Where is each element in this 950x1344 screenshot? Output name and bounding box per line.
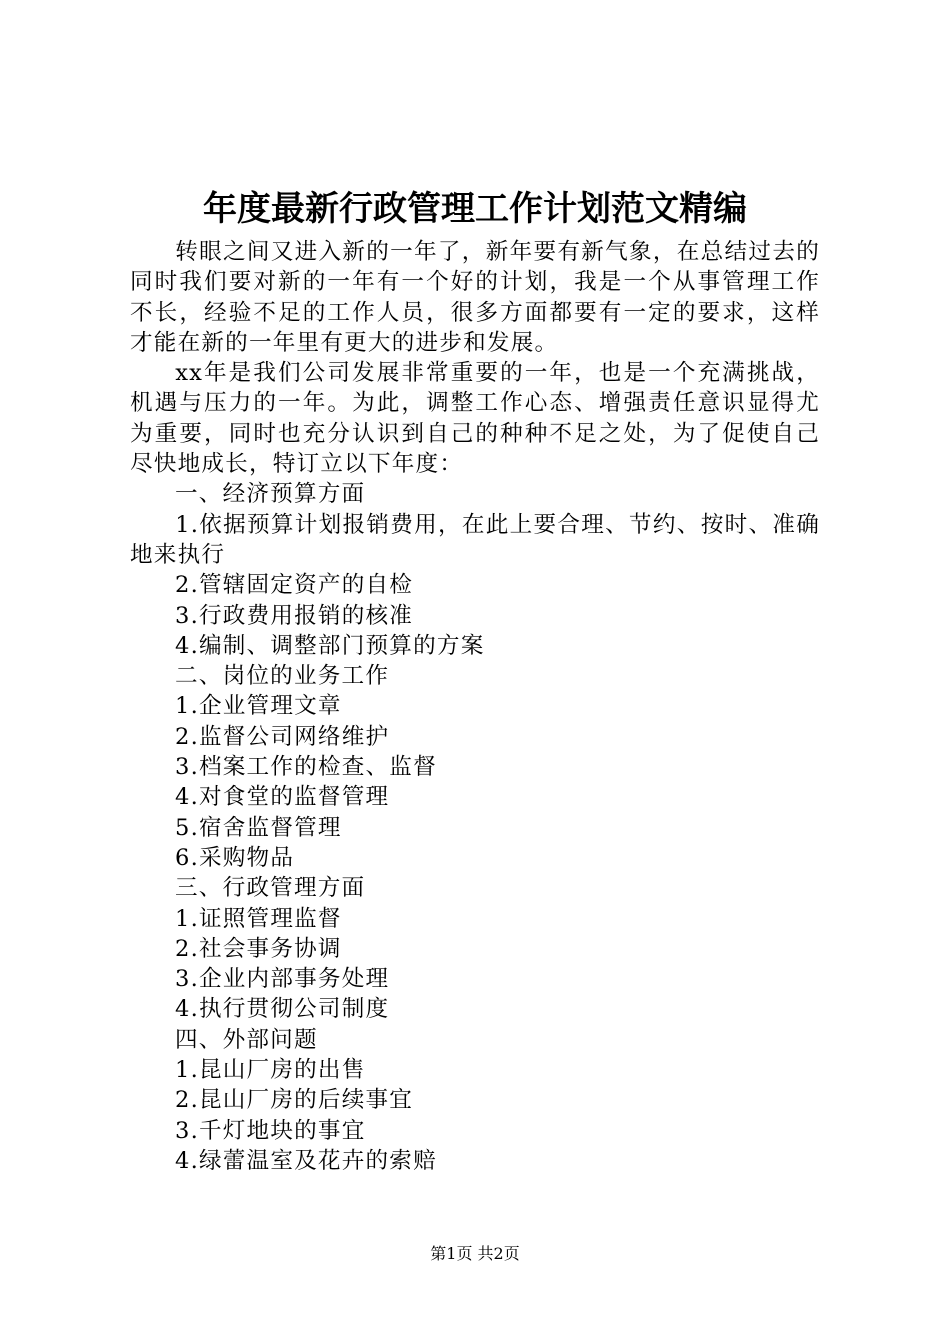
- page-footer: 第1页 共2页: [430, 1244, 520, 1263]
- list-item: 1.企业管理文章: [175, 693, 342, 720]
- list-item: 4.对食堂的监督管理: [175, 784, 390, 811]
- list-item: 5.宿舍监督管理: [175, 814, 342, 841]
- list-item: 3.行政费用报销的核准: [175, 602, 414, 629]
- document-title: 年度最新行政管理工作计划范文精编: [203, 189, 747, 229]
- list-item: 1.依据预算计划报销费用，在此上要合理、节约、按时、准确地来执行: [130, 511, 820, 568]
- intro-paragraph: 转眼之间又进入新的一年了，新年要有新气象，在总结过去的同时我们要对新的一年有一个好的计划，我是一个从事管理工作不长，经验不足的工作人员，很多方面都要有一定的要求，这样才能在新的一年里有更大的进步和发展。: [130, 239, 820, 356]
- list-item: 3.企业内部事务处理: [175, 966, 390, 993]
- list-item: 2.监督公司网络维护: [175, 723, 390, 750]
- section-heading: 四、外部问题: [175, 1026, 318, 1053]
- list-item: 4.编制、调整部门预算的方案: [175, 632, 485, 659]
- list-item: 3.千灯地块的事宜: [175, 1117, 366, 1144]
- list-item: 2.社会事务协调: [175, 935, 342, 962]
- context-paragraph: xx年是我们公司发展非常重要的一年，也是一个充满挑战，机遇与压力的一年。为此，调整工作心态、增强责任意识显得尤为重要，同时也充分认识到自己的种种不足之处，为了促使自己尽快地成长，特订立以下年度：: [130, 360, 820, 478]
- document-body: [130, 237, 820, 1176]
- list-item: 2.昆山厂房的后续事宜: [175, 1087, 414, 1114]
- list-item: 4.绿蕾温室及花卉的索赔: [175, 1147, 437, 1174]
- list-item: 1.证照管理监督: [175, 905, 342, 932]
- list-item: 2.管辖固定资产的自检: [175, 572, 414, 599]
- list-item: 3.档案工作的检查、监督: [175, 754, 437, 781]
- list-item: 1.昆山厂房的出售: [175, 1057, 366, 1084]
- section-heading: 三、行政管理方面: [175, 875, 366, 902]
- list-item: 4.执行贯彻公司制度: [175, 996, 390, 1023]
- section-heading: 一、经济预算方面: [175, 481, 366, 508]
- section-heading: 二、岗位的业务工作: [175, 663, 390, 690]
- list-item: 6.采购物品: [175, 844, 295, 871]
